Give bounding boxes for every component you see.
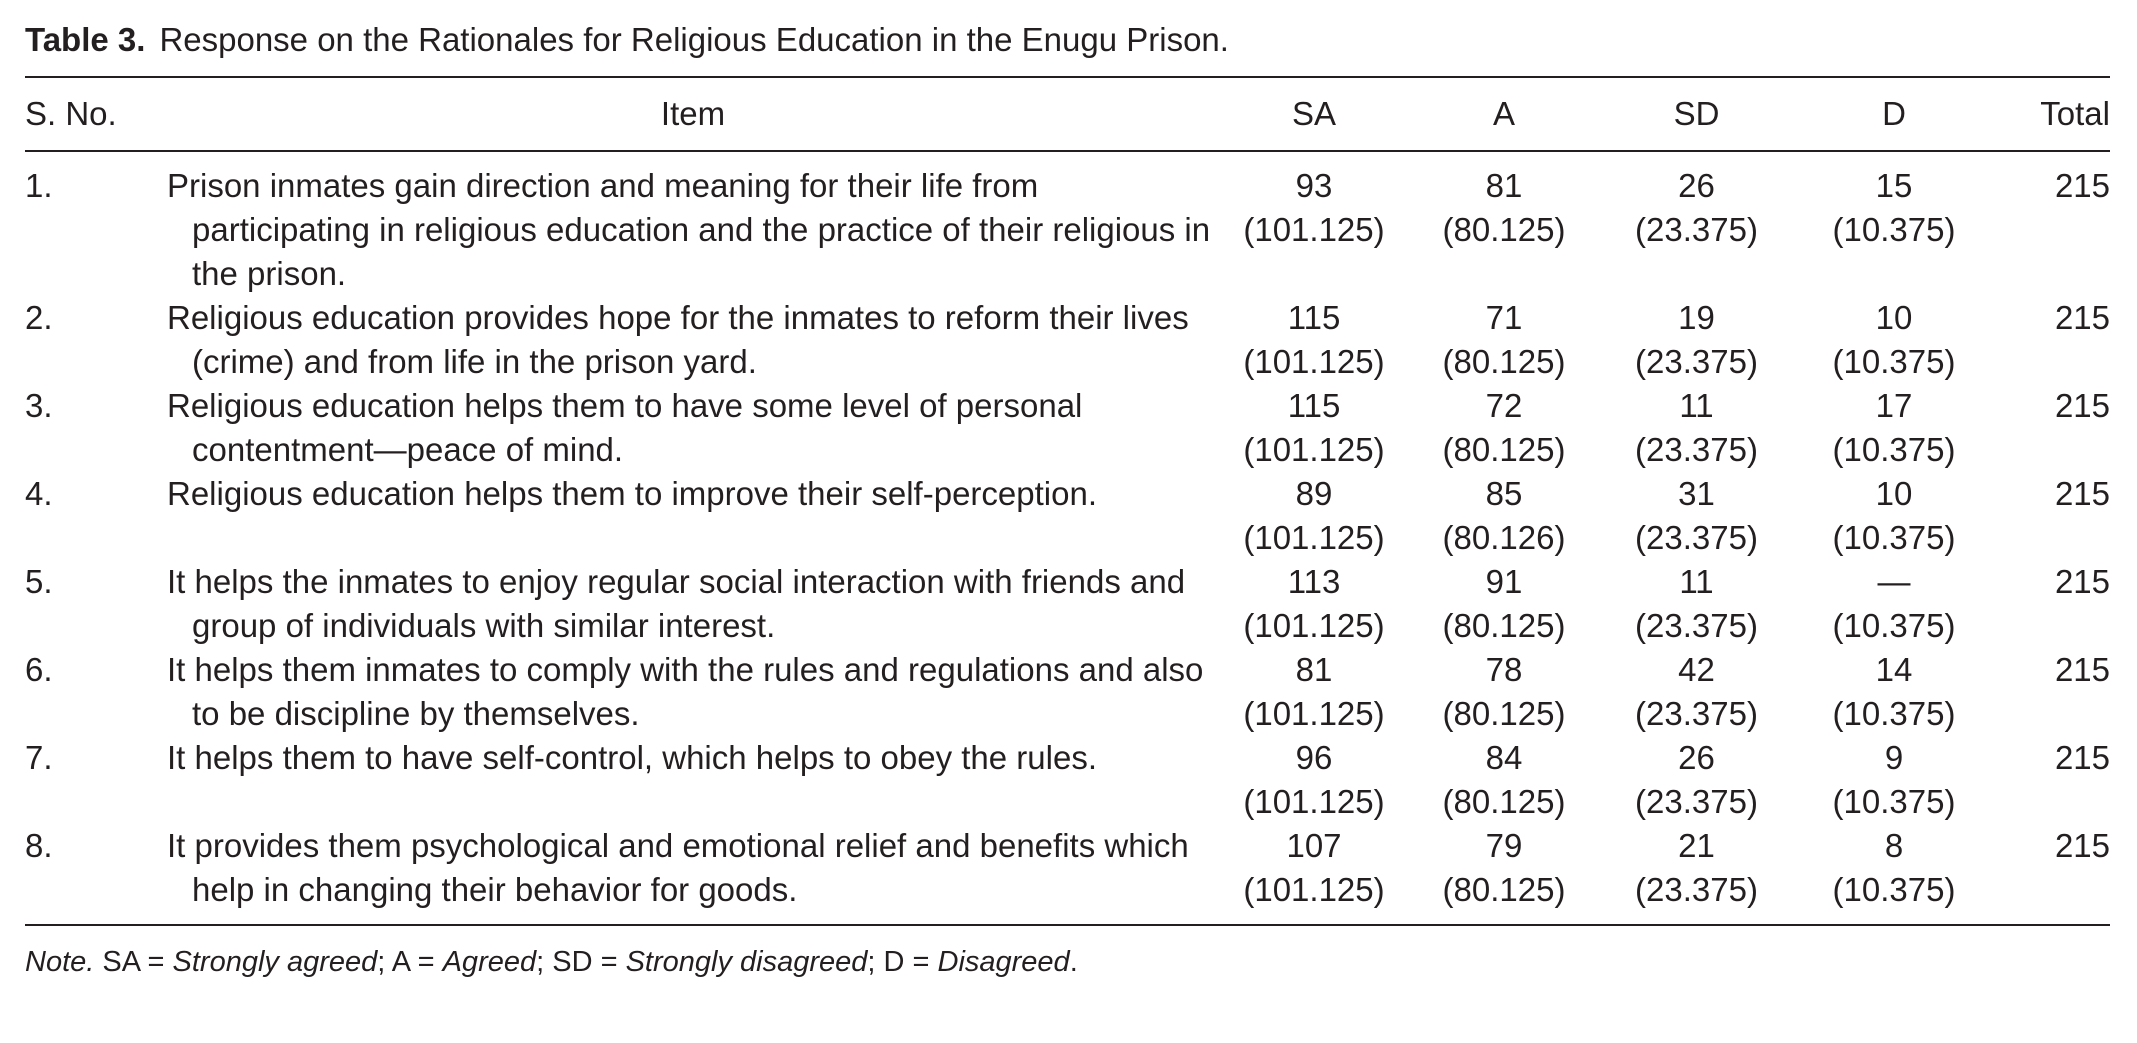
cell-a (1409, 296, 1599, 384)
cell-total: 215 (2054, 563, 2110, 600)
cell-observed: 89 (1295, 475, 1333, 512)
row-item: It helps them inmates to comply with the rules and regulations and also to be discipline by themselves. (167, 651, 1204, 732)
cell-sa (1219, 824, 1409, 925)
cell-observed: 15 (1875, 167, 1913, 204)
cell-expected: (101.125) (1243, 871, 1385, 908)
cell-observed: 8 (1884, 827, 1904, 864)
cell-observed: 91 (1485, 563, 1523, 600)
cell-observed: 113 (1287, 563, 1341, 600)
cell-expected: (10.375) (1832, 211, 1956, 248)
cell-observed: 72 (1485, 387, 1523, 424)
cell-expected: (23.375) (1635, 695, 1758, 732)
cell-observed: 115 (1287, 299, 1341, 336)
cell-observed: 81 (1295, 651, 1333, 688)
cell-expected: (101.125) (1243, 607, 1385, 644)
cell-expected: (80.125) (1442, 695, 1566, 732)
cell-expected: (10.375) (1832, 607, 1956, 644)
cell-a (1409, 824, 1599, 925)
cell-expected: (80.125) (1442, 871, 1566, 908)
note-d-def: Disagreed (937, 946, 1070, 978)
table-row (25, 151, 2110, 296)
cell-expected: (23.375) (1635, 343, 1758, 380)
cell-observed: 26 (1678, 167, 1715, 204)
header-row (25, 77, 2110, 151)
cell-expected: (10.375) (1832, 343, 1956, 380)
cell-d (1794, 736, 1994, 824)
cell-observed: 96 (1295, 739, 1333, 776)
note-sa-abbr: SA = (102, 946, 173, 978)
cell-expected: (10.375) (1832, 871, 1956, 908)
cell-expected: (10.375) (1832, 783, 1956, 820)
note-sd-abbr: ; SD = (536, 946, 626, 978)
header-d: D (1882, 95, 1906, 132)
cell-observed: 78 (1485, 651, 1523, 688)
row-item: Religious education helps them to improve their self-perception. (167, 475, 1097, 512)
cell-expected: (23.375) (1635, 607, 1758, 644)
cell-observed: 11 (1679, 563, 1714, 600)
cell-observed: 9 (1884, 739, 1904, 776)
cell-sd (1599, 151, 1794, 296)
row-item: It helps them to have self-control, which helps to obey the rules. (167, 739, 1097, 776)
cell-total: 215 (2054, 475, 2110, 512)
note-d-abbr: ; D = (867, 946, 938, 978)
cell-observed: 14 (1875, 651, 1913, 688)
cell-d (1794, 151, 1994, 296)
cell-expected: (101.125) (1243, 431, 1385, 468)
table-caption (25, 18, 2112, 62)
cell-d (1794, 824, 1994, 925)
note-sd-def: Strongly disagreed (625, 946, 868, 978)
cell-observed: 10 (1875, 299, 1913, 336)
cell-expected: (80.126) (1442, 519, 1566, 556)
cell-observed: 115 (1287, 387, 1341, 424)
cell-expected: (101.125) (1243, 519, 1385, 556)
note-sa-def: Strongly agreed (172, 946, 378, 978)
cell-sa (1219, 560, 1409, 648)
header-sa: SA (1291, 95, 1337, 132)
table-note (25, 942, 2112, 982)
header-a: A (1492, 95, 1515, 132)
cell-total: 215 (2054, 387, 2110, 424)
note-label: Note. (25, 946, 95, 978)
cell-observed: 42 (1678, 651, 1715, 688)
header-total: Total (2040, 95, 2110, 132)
row-number: 7. (25, 739, 53, 776)
table-row (25, 824, 2110, 925)
cell-sd (1599, 648, 1794, 736)
cell-total: 215 (2054, 299, 2110, 336)
table-row (25, 560, 2110, 648)
cell-observed: 11 (1679, 387, 1714, 424)
cell-expected: (23.375) (1635, 519, 1758, 556)
table-row (25, 384, 2110, 472)
cell-sa (1219, 736, 1409, 824)
cell-expected: (80.125) (1442, 783, 1566, 820)
table-row (25, 296, 2110, 384)
cell-sa (1219, 151, 1409, 296)
cell-observed: 79 (1485, 827, 1523, 864)
cell-expected: (23.375) (1635, 783, 1758, 820)
cell-expected: (23.375) (1635, 211, 1758, 248)
row-item: Religious education helps them to have some level of personal contentment—peace of mind. (167, 387, 1083, 468)
cell-expected: (101.125) (1243, 783, 1385, 820)
cell-observed: 17 (1875, 387, 1913, 424)
cell-observed: — (1877, 563, 1911, 600)
cell-total: 215 (2054, 827, 2110, 864)
cell-expected: (10.375) (1832, 431, 1956, 468)
cell-sa (1219, 384, 1409, 472)
cell-sd (1599, 824, 1794, 925)
cell-expected: (23.375) (1635, 431, 1758, 468)
cell-total: 215 (2054, 739, 2110, 776)
row-number: 1. (25, 167, 53, 204)
table-caption-label: Table 3. (25, 21, 146, 58)
row-number: 5. (25, 563, 53, 600)
cell-d (1794, 296, 1994, 384)
row-item: It helps the inmates to enjoy regular social interaction with friends and group of individuals with similar interest. (167, 563, 1186, 644)
row-item: It provides them psychological and emotional relief and benefits which help in changing their behavior for goods. (167, 827, 1189, 908)
cell-observed: 85 (1485, 475, 1523, 512)
cell-sa (1219, 472, 1409, 560)
note-a-abbr: ; A = (377, 946, 443, 978)
table-row (25, 648, 2110, 736)
cell-sa (1219, 296, 1409, 384)
cell-d (1794, 384, 1994, 472)
cell-expected: (80.125) (1442, 211, 1566, 248)
row-number: 3. (25, 387, 53, 424)
cell-a (1409, 736, 1599, 824)
cell-observed: 21 (1678, 827, 1715, 864)
cell-sd (1599, 560, 1794, 648)
cell-sd (1599, 472, 1794, 560)
cell-observed: 19 (1678, 299, 1715, 336)
row-number: 4. (25, 475, 53, 512)
row-item: Religious education provides hope for the inmates to reform their lives (crime) and from life in the prison yard. (167, 299, 1189, 380)
row-number: 8. (25, 827, 53, 864)
cell-observed: 31 (1678, 475, 1715, 512)
cell-observed: 10 (1875, 475, 1913, 512)
cell-expected: (101.125) (1243, 211, 1385, 248)
cell-a (1409, 384, 1599, 472)
cell-observed: 107 (1286, 827, 1342, 864)
row-item: Prison inmates gain direction and meaning for their life from participating in religious education and the practice of their religious in the prison. (167, 167, 1211, 292)
row-number: 2. (25, 299, 53, 336)
row-number: 6. (25, 651, 53, 688)
cell-expected: (80.125) (1442, 607, 1566, 644)
cell-total: 215 (2054, 651, 2110, 688)
data-table (25, 76, 2110, 926)
cell-expected: (101.125) (1243, 695, 1385, 732)
cell-expected: (10.375) (1832, 519, 1956, 556)
cell-expected: (101.125) (1243, 343, 1385, 380)
cell-expected: (80.125) (1442, 343, 1566, 380)
table-row (25, 472, 2110, 560)
cell-expected: (23.375) (1635, 871, 1758, 908)
header-item: Item (660, 95, 726, 132)
table-caption-title: Response on the Rationales for Religious Education in the Enugu Prison. (159, 21, 1229, 58)
cell-observed: 71 (1485, 299, 1523, 336)
header-sd: SD (1673, 95, 1720, 132)
cell-total: 215 (2054, 167, 2110, 204)
header-sno: S. No. (25, 95, 117, 132)
cell-sa (1219, 648, 1409, 736)
cell-sd (1599, 296, 1794, 384)
cell-observed: 26 (1678, 739, 1715, 776)
cell-d (1794, 560, 1994, 648)
cell-a (1409, 648, 1599, 736)
cell-sd (1599, 736, 1794, 824)
cell-a (1409, 472, 1599, 560)
cell-expected: (80.125) (1442, 431, 1566, 468)
cell-observed: 81 (1485, 167, 1523, 204)
cell-expected: (10.375) (1832, 695, 1956, 732)
cell-a (1409, 151, 1599, 296)
cell-observed: 93 (1295, 167, 1333, 204)
cell-d (1794, 648, 1994, 736)
cell-d (1794, 472, 1994, 560)
cell-a (1409, 560, 1599, 648)
note-end: . (1069, 946, 1078, 978)
cell-observed: 84 (1485, 739, 1523, 776)
table-row (25, 736, 2110, 824)
note-a-def: Agreed (442, 946, 537, 978)
cell-sd (1599, 384, 1794, 472)
